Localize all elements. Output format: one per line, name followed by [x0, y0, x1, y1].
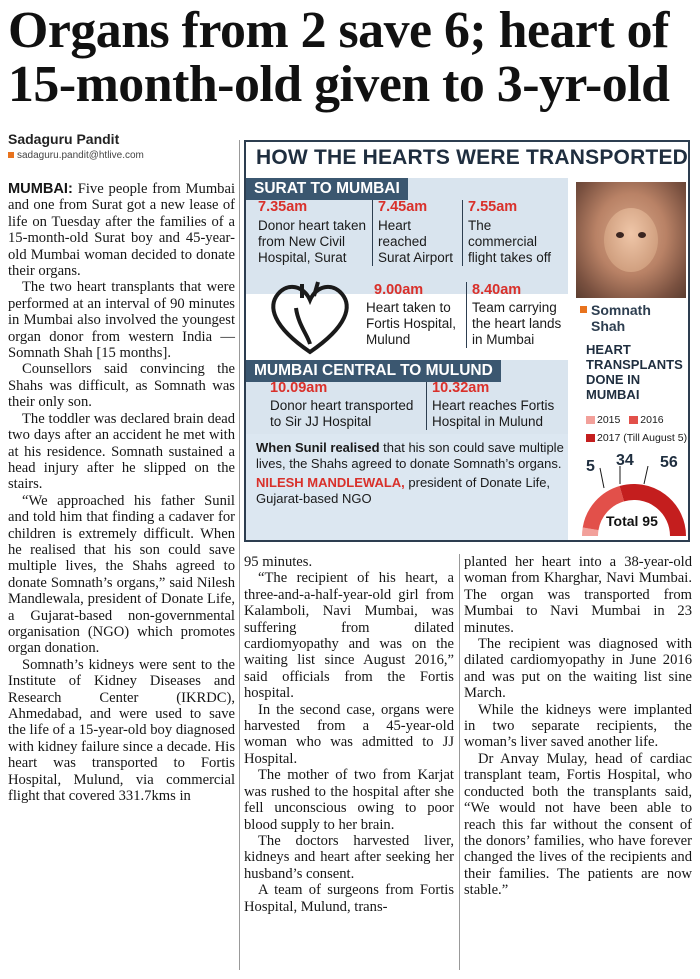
headline-line-2: 15-month-old given to 3-yr-old [8, 56, 670, 113]
dateline: MUMBAI: [8, 181, 73, 197]
photo-caption-line-2: Shah [591, 318, 626, 334]
stats-legend-row [586, 414, 664, 426]
author-name: Sadaguru Pandit [8, 131, 120, 147]
pull-quote [256, 440, 568, 507]
stats-title-line: HEART [586, 342, 631, 357]
event-time: 8.40am [472, 282, 522, 298]
event-time: 7.35am [258, 199, 308, 215]
stat-value-2016: 34 [616, 452, 634, 469]
article-paragraph: Somnath’s kidneys were sent to the Institute of Kidney Diseases and Research Center (IKRDC), Ahmedabad, and were used to save the life of a 15-year-old boy diagnosed with kidney failure since a decade. His heart was transported to Fortis Hospital, Mulund, via commercial flight that covered 331.7kms in [8, 656, 235, 805]
article-paragraph: planted her heart into a 38-year-old woman from Kharghar, Navi Mumbai. The organ was transported from Mumbai to Navi Mumbai in 23 minutes. [464, 554, 692, 636]
article-paragraph: The two heart transplants that were performed at an interval of 90 minutes in Mumbai also involved the youngest organ donor from western India — Somnath Shah [15 months]. [8, 279, 235, 362]
article-paragraph: The mother of two from Karjat was rushed to the hospital after she fell unconscious owing to poor blood supply to her brain. [244, 767, 454, 833]
bullet-square-icon [580, 306, 587, 313]
article-column-3 [464, 554, 692, 899]
stat-value-2017: 56 [660, 454, 678, 471]
photo-face [604, 208, 658, 272]
article-paragraph: In the second case, organs were harvested from a 45-year-old woman who was admitted to JJ Hospital. [244, 701, 454, 767]
author-email-text: sadaguru.pandit@htlive.com [17, 150, 144, 161]
gauge-segment-2015 [590, 529, 591, 536]
event-time: 7.55am [468, 199, 518, 215]
event-description: Team carrying the heart lands in Mumbai [472, 300, 562, 347]
quote-speaker-role: president of Donate Life, Gujarat-based NGO [256, 475, 551, 506]
stats-title-line: DONE IN [586, 372, 641, 387]
timeline-divider [466, 282, 467, 348]
column-divider [459, 554, 460, 970]
headline-line-1: Organs from 2 save 6; heart of [8, 2, 669, 59]
byline [8, 131, 238, 161]
headline [8, 4, 694, 112]
event-time: 7.45am [378, 199, 428, 215]
stats-title [586, 342, 683, 402]
legend-label: 2016 [640, 414, 664, 426]
article-paragraph [8, 181, 235, 279]
quote-text [256, 440, 568, 472]
quote-attribution [256, 475, 568, 507]
bullet-square-icon [8, 152, 14, 158]
infographic-title: HOW THE HEARTS WERE TRANSPORTED [256, 146, 689, 169]
article-column-2 [244, 554, 454, 915]
stats-total: Total 95 [606, 513, 658, 529]
stats-title-line: TRANSPLANTS [586, 357, 683, 372]
column-divider [239, 140, 240, 970]
event-description: Donor heart taken from New Civil Hospital, Surat [258, 218, 367, 265]
article-paragraph: “We approached his father Sunil and told him that finding a cadaver for children is extremely difficult. When he realised that his son could save multiple lives, the Shahs agreed to donate Somnath’s organs,” said Nilesh Mandlewala, president of Donate Life, a Gujarat-based non-governmental organisation (NGO) which promotes organ donation. [8, 492, 235, 657]
article-paragraph: Counsellors said convincing the Shahs was difficult, as Somnath was their only son. [8, 361, 235, 411]
timeline-divider [372, 200, 373, 266]
paragraph-text: Five people from Mumbai and one from Surat got a new lease of life on Tuesday after the families of a 15-month-old Surat boy and 45-year-old Mumbai woman decided to donate their organs. [8, 181, 235, 280]
photo-eye [638, 232, 646, 238]
legend-swatch-2017 [586, 434, 595, 442]
article-column-1 [8, 181, 235, 804]
timeline-divider [426, 382, 427, 430]
event-description: Heart reaches Fortis Hospital in Mulund [432, 398, 555, 429]
legend-swatch-2016 [629, 416, 638, 424]
photo-caption-line-1: Somnath [591, 302, 651, 318]
quote-lead: When Sunil realised [256, 440, 380, 455]
stats-title-line: MUMBAI [586, 387, 640, 402]
event-time: 10.09am [270, 380, 328, 396]
photo-eye [616, 232, 624, 238]
article-paragraph: 95 minutes. [244, 554, 313, 570]
article-paragraph: The doctors harvested liver, kidneys and heart after seeking her husband’s consent. [244, 832, 454, 882]
donor-photo [576, 182, 686, 298]
event-description: Donor heart transported to Sir JJ Hospital [270, 398, 414, 429]
author-email [8, 150, 238, 161]
stat-value-2015: 5 [586, 458, 595, 475]
timeline-divider [462, 200, 463, 266]
legend-label: 2015 [597, 414, 621, 426]
event-time: 10.32am [432, 380, 490, 396]
quote-speaker: NILESH MANDLEWALA, [256, 475, 405, 490]
photo-caption [580, 302, 651, 334]
article-paragraph: While the kidneys were implanted in two separate recipients, the woman’s liver saved another life. [464, 701, 692, 751]
quote-body: that his son could save multiple lives, the Shahs agreed to donate Somnath’s organs. [256, 440, 564, 471]
article-paragraph: “The recipient of his heart, a three-and-a-half-year-old girl from Kalamboli, Navi Mumbai, was suffering from dilated cardiomyopathy and was on the waiting list since August 2016,” said officials from the Fortis hospital. [244, 570, 454, 702]
event-description: Heart taken to Fortis Hospital, Mulund [366, 300, 457, 347]
event-description: Heart reached Surat Airport [378, 218, 454, 265]
legend-swatch-2015 [586, 416, 595, 424]
legend-label: 2017 (Till August 5) [597, 432, 688, 444]
infographic [244, 140, 690, 542]
article-paragraph: A team of surgeons from Fortis Hospital, Mulund, trans- [244, 882, 454, 915]
event-time: 9.00am [374, 282, 424, 298]
article-paragraph: The toddler was declared brain dead two days after an accident he met with at his residence. Somnath sustained a head injury after he slipped on the stairs. [8, 410, 235, 493]
event-description: The commercial flight takes off [468, 218, 552, 265]
route-2-label: MUMBAI CENTRAL TO MULUND [246, 360, 501, 382]
route-1-label: SURAT TO MUMBAI [246, 178, 408, 200]
route-connector [246, 294, 364, 360]
article-paragraph: Dr Anvay Mulay, head of cardiac transplant team, Fortis Hospital, who conducted both the transplants said, “We would not have been able to reach this far without the consent of the donors’ families, who have forever changed the lives of the recipients and their families. The patients are now stable.” [464, 750, 692, 899]
stats-legend-row [586, 432, 687, 444]
article-paragraph: The recipient was diagnosed with dilated cardiomyopathy in June 2016 and was put on the waiting list sine March. [464, 636, 692, 702]
